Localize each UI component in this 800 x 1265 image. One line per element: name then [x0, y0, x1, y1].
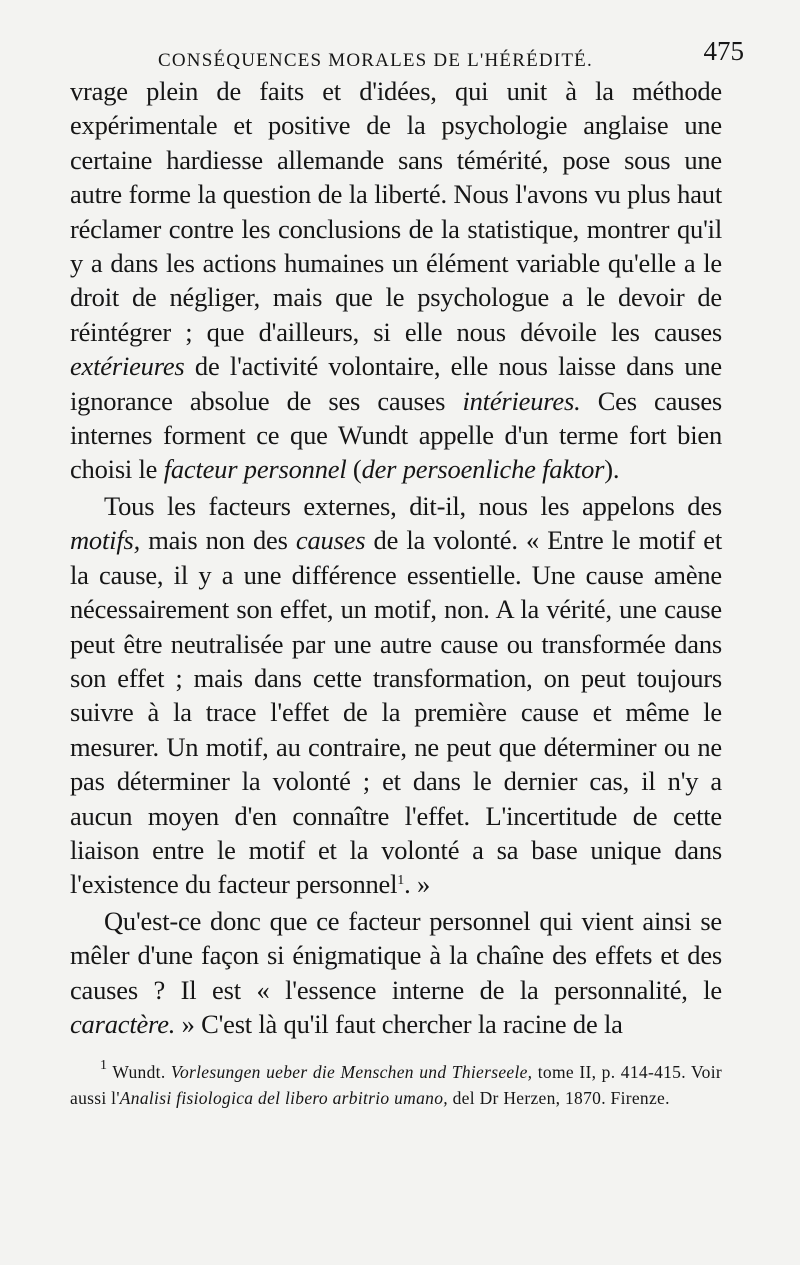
text-run: de la volonté. « Entre le motif et la cause, il y a une différence essentielle. Une cause amène nécessairement son effet, un motif, non. A la vérité, une cause peut être neutralisée par une autre cause ou transformée dans son effet ; mais dans cette transformation, on peut toujours suivre à la trace l'effet de la première cause et même le mesurer. Un motif, au contraire, ne peut que déterminer ou ne pas déterminer la volonté ; et dans le dernier cas, il n'y a aucun moyen d'en connaître l'effet. L'incertitude de cette liaison entre le motif et la volonté a sa base unique dans l'existence du facteur personnel: [70, 525, 723, 900]
text-run: Ces causes internes forment ce que Wundt appelle d'un terme fort bien choisi le: [70, 385, 722, 485]
running-head: [70, 30, 744, 74]
italic-text: motifs,: [70, 525, 141, 556]
text-run: Qu'est-ce donc que ce facteur personnel qui vient ainsi se mêler d'une façon si énigmatique à la chaîne des effets et des causes ? Il est « l'essence interne de la personnalité, le: [70, 905, 722, 1005]
footnote-1: [70, 1059, 722, 1111]
page-number: 475: [703, 36, 744, 66]
italic-text: caractère.: [70, 1008, 176, 1039]
paragraph-3: [70, 904, 722, 1042]
italic-text: Analisi fisiologica del libero arbitrio umano,: [119, 1088, 448, 1109]
italic-text: causes: [295, 525, 366, 556]
running-head-title: CONSÉQUENCES MORALES DE L'HÉRÉDITÉ.: [158, 50, 593, 71]
footnotes: [70, 1059, 722, 1111]
italic-text: facteur personnel: [163, 454, 347, 485]
text-run: de l'activité volontaire, elle nous laisse dans une ignorance absolue de ses causes: [70, 351, 722, 416]
paragraph-2: [70, 489, 722, 902]
text-run: Tous les facteurs externes, dit-il, nous les appelons des: [104, 490, 722, 521]
text-run: mais non des: [140, 525, 296, 556]
text-run: » C'est là qu'il faut chercher la racine de la: [175, 1008, 623, 1039]
text-run: ).: [604, 454, 620, 485]
text-run: (: [346, 454, 362, 485]
italic-text: intérieures.: [462, 385, 581, 416]
footnote-marker: 1: [100, 1058, 108, 1074]
text-run: tome II, p. 414-415. Voir aussi l': [70, 1062, 722, 1109]
paragraph-1: [70, 74, 722, 487]
text-run: Wundt.: [107, 1062, 171, 1083]
italic-text: der persoenliche faktor: [361, 454, 605, 485]
italic-text: extérieures: [70, 351, 185, 382]
text-run: del Dr Herzen, 1870. Firenze.: [447, 1088, 670, 1109]
text-run: . »: [404, 869, 430, 900]
body-text: [70, 74, 722, 1041]
footnote-marker: 1: [397, 873, 405, 889]
italic-text: Vorlesungen ueber die Menschen und Thierseele,: [170, 1062, 533, 1083]
text-run: vrage plein de faits et d'idées, qui unit à la méthode expérimentale et positive de la psychologie anglaise une certaine hardiesse allemande sans témérité, pose sous une autre forme la question de la liberté. Nous l'avons vu plus haut réclamer contre les conclusions de la statistique, montrer qu'il y a dans les actions humaines un élément variable qu'elle a le droit de négliger, mais que le psychologue a le devoir de réintégrer ; que d'ailleurs, si elle nous dévoile les causes: [70, 76, 722, 347]
